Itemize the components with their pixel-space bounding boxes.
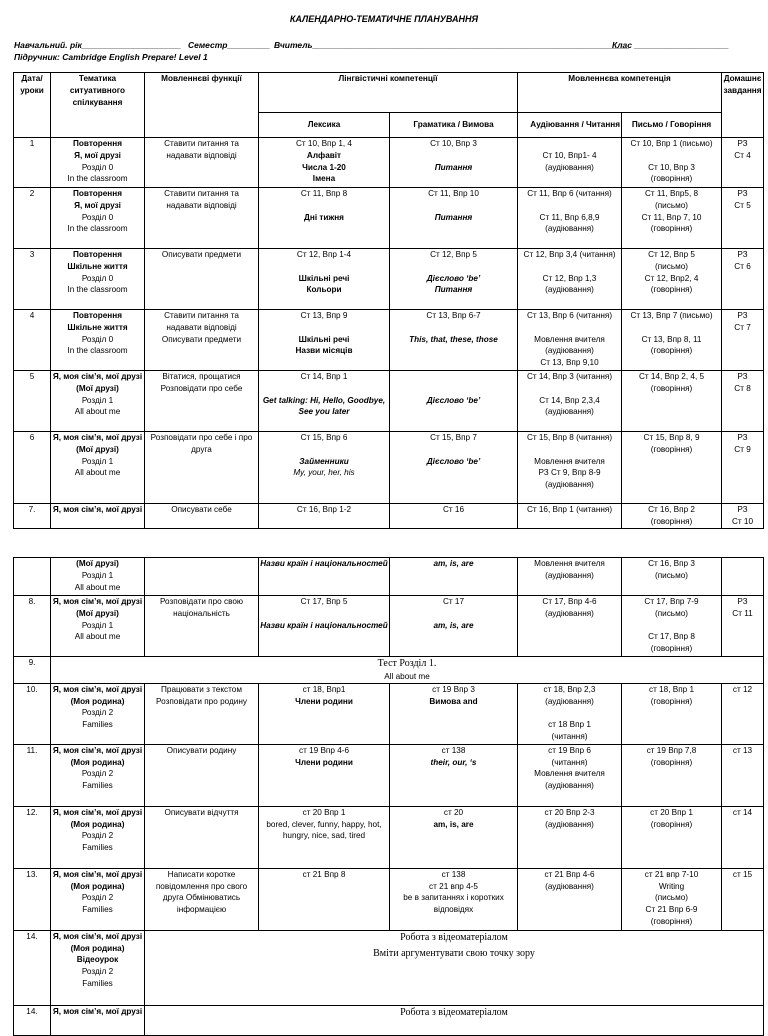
row-grammar: ст 138 their, our, ‘s xyxy=(390,744,518,806)
header-theme: Тематика ситуативного спілкування xyxy=(51,73,145,138)
row-homework: РЗ Ст 10 xyxy=(722,504,764,529)
class-field: Клас ____________________ xyxy=(612,40,729,50)
row-writing: ст 20 Впр 1 (говоріння) xyxy=(622,806,722,868)
table-row xyxy=(14,310,764,371)
table-row xyxy=(14,558,764,596)
row-functions: Розповідати про свою національність xyxy=(145,596,259,657)
row-lexis: Ст 13, Впр 9 Шкільні речі Назви місяців xyxy=(259,310,390,371)
row-listening: ст 20 Впр 2-3 (аудіювання) xyxy=(518,806,622,868)
row-writing: Ст 13, Впр 7 (письмо) Ст 13, Впр 8, 11 (говоріння) xyxy=(622,310,722,371)
row-writing: Ст 10, Впр 1 (письмо) Ст 10, Впр 3 (говоріння) xyxy=(622,138,722,188)
row-lexis: ст 18, Впр1 Члени родини xyxy=(259,683,390,744)
table-row xyxy=(14,371,764,432)
row-number: 14. xyxy=(14,1005,51,1035)
table-row xyxy=(14,683,764,744)
table-row xyxy=(14,138,764,188)
row-functions: Працювати з текстом Розповідати про родину xyxy=(145,683,259,744)
row-writing: ст 21 впр 7-10 Writing (письмо) Ст 21 Впр 6-9 (говоріння) xyxy=(622,868,722,930)
row-number: 3 xyxy=(14,249,51,310)
row-homework: ст 12 xyxy=(722,683,764,744)
row-grammar: Ст 17 am, is, are xyxy=(390,596,518,657)
row-theme: Я, моя сім’я, мої друзі xyxy=(51,1005,145,1035)
row-homework: РЗ Ст 7 xyxy=(722,310,764,371)
row-homework: РЗ Ст 5 xyxy=(722,188,764,249)
row-lexis: ст 21 Впр 8 xyxy=(259,868,390,930)
row-grammar: Ст 12, Впр 5 Дієслово ‘be’ Питання xyxy=(390,249,518,310)
row-listening: Ст 11, Впр 6 (читання) Ст 11, Впр 6,8,9 (аудіювання) xyxy=(518,188,622,249)
row-functions: Описувати відчуття xyxy=(145,806,259,868)
row-listening: Мовлення вчителя (аудіювання) xyxy=(518,558,622,596)
video-lesson-cell: Робота з відеоматеріалом xyxy=(145,1005,764,1035)
row-writing: ст 19 Впр 7,8 (говоріння) xyxy=(622,744,722,806)
row-grammar: Ст 13, Впр 6-7 This, that, these, those xyxy=(390,310,518,371)
row-homework: ст 13 xyxy=(722,744,764,806)
row-theme: Я, моя сім’я, мої друзі (Моя родина) Розділ 2 Families xyxy=(51,806,145,868)
row-theme: Я, моя сім’я, мої друзі xyxy=(51,504,145,529)
row-homework: РЗ Ст 4 xyxy=(722,138,764,188)
row-number: 4 xyxy=(14,310,51,371)
row-functions: Ставити питання та надавати відповіді xyxy=(145,138,259,188)
row-number: 9. xyxy=(14,657,51,684)
row-grammar: Ст 15, Впр 7 Дієслово ‘be’ xyxy=(390,432,518,504)
row-theme: Я, моя сім’я, мої друзі (Моя родина) Розділ 2 Families xyxy=(51,868,145,930)
row-theme: Я, моя сім’я, мої друзі (Моя родина) Розділ 2 Families xyxy=(51,683,145,744)
header-functions: Мовленнєві функції xyxy=(145,73,259,138)
header-listening: Аудіювання / Читання xyxy=(518,113,622,138)
row-number: 8. xyxy=(14,596,51,657)
row-writing: Ст 11, Впр5, 8 (письмо) Ст 11, Впр 7, 10 (говоріння) xyxy=(622,188,722,249)
test-cell: Тест Розділ 1. All about me xyxy=(51,657,764,684)
row-theme: Повторення Шкільне життя Розділ 0 In the classroom xyxy=(51,249,145,310)
row-lexis: Ст 15, Впр 6 Займенники My, your, her, his xyxy=(259,432,390,504)
row-homework: ст 14 xyxy=(722,806,764,868)
row-number: 7. xyxy=(14,504,51,529)
header-linguistic: Лінгвістичні компетенції xyxy=(259,73,518,113)
document-title: КАЛЕНДАРНО-ТЕМАТИЧНЕ ПЛАНУВАННЯ xyxy=(289,14,479,24)
row-theme: (Мої друзі) Розділ 1 All about me xyxy=(51,558,145,596)
table-row xyxy=(14,432,764,504)
row-number xyxy=(14,558,51,596)
row-number: 10. xyxy=(14,683,51,744)
row-number: 5 xyxy=(14,371,51,432)
row-listening: Ст 15, Впр 8 (читання) Мовлення вчителя РЗ Ст 9, Впр 8-9 (аудіювання) xyxy=(518,432,622,504)
row-homework xyxy=(722,558,764,596)
header-speech: Мовленнєва компетенція xyxy=(518,73,722,113)
row-theme: Повторення Шкільне життя Розділ 0 In the classroom xyxy=(51,310,145,371)
table-row xyxy=(14,868,764,930)
row-listening: Ст 10, Впр1- 4 (аудіювання) xyxy=(518,138,622,188)
row-lexis: ст 19 Впр 4-6 Члени родини xyxy=(259,744,390,806)
row-number: 6 xyxy=(14,432,51,504)
row-lexis: Ст 10, Впр 1, 4 Алфавіт Числа 1-20 Імена xyxy=(259,138,390,188)
row-writing: Ст 16, Впр 3 (письмо) xyxy=(622,558,722,596)
table-row xyxy=(14,188,764,249)
row-listening: ст 18, Впр 2,3 (аудіювання) ст 18 Впр 1 (читання) xyxy=(518,683,622,744)
row-theme: Я, моя сім’я, мої друзі (Моя родина) Розділ 2 Families xyxy=(51,744,145,806)
header-homework: Домашнє завдання xyxy=(722,73,764,138)
row-homework: РЗ Ст 8 xyxy=(722,371,764,432)
video-lesson-cell: Робота з відеоматеріалом Вміти аргументувати свою точку зору xyxy=(145,930,764,1005)
row-theme: Я, моя сім’я, мої друзі (Моя родина) Відеоурок Розділ 2 Families xyxy=(51,930,145,1005)
row-listening: ст 21 Впр 4-6 (аудіювання) xyxy=(518,868,622,930)
row-listening: Ст 17, Впр 4-6 (аудіювання) xyxy=(518,596,622,657)
row-functions xyxy=(145,558,259,596)
row-lexis: Ст 12, Впр 1-4 Шкільні речі Кольори xyxy=(259,249,390,310)
row-theme: Повторення Я, мої друзі Розділ 0 In the classroom xyxy=(51,188,145,249)
row-writing: ст 18, Впр 1 (говоріння) xyxy=(622,683,722,744)
row-homework: РЗ Ст 9 xyxy=(722,432,764,504)
table-row xyxy=(14,596,764,657)
plan-table-page-2 xyxy=(13,557,764,1036)
row-number: 1 xyxy=(14,138,51,188)
row-listening: Ст 16, Впр 1 (читання) xyxy=(518,504,622,529)
header-date: Дата/ уроки xyxy=(14,73,51,138)
header-grammar: Граматика / Вимова xyxy=(390,113,518,138)
row-theme: Повторення Я, мої друзі Розділ 0 In the classroom xyxy=(51,138,145,188)
row-grammar: Ст 11, Впр 10 Питання xyxy=(390,188,518,249)
academic-year-field: Навчальний. рік_____________________ xyxy=(14,40,182,50)
row-theme: Я, моя сім’я, мої друзі (Мої друзі) Розділ 1 All about me xyxy=(51,596,145,657)
row-writing: Ст 14, Впр 2, 4, 5 (говоріння) xyxy=(622,371,722,432)
plan-table-page-1 xyxy=(13,72,764,529)
table-row xyxy=(14,249,764,310)
row-lexis: Ст 11, Впр 8 Дні тижня xyxy=(259,188,390,249)
row-functions: Описувати себе xyxy=(145,504,259,529)
row-lexis: Ст 17, Впр 5 Назви країн і національностей xyxy=(259,596,390,657)
table-row xyxy=(14,744,764,806)
row-listening: ст 19 Впр 6 (читання) Мовлення вчителя (аудіювання) xyxy=(518,744,622,806)
row-listening: Ст 12, Впр 3,4 (читання) Ст 12, Впр 1,3 (аудіювання) xyxy=(518,249,622,310)
row-functions: Ставити питання та надавати відповіді xyxy=(145,188,259,249)
row-writing: Ст 15, Впр 8, 9 (говоріння) xyxy=(622,432,722,504)
row-lexis: Ст 14, Впр 1 Get talking: Hi, Hello, Goodbye, See you later xyxy=(259,371,390,432)
row-lexis: ст 20 Впр 1 bored, clever, funny, happy, hot, hungry, nice, sad, tired xyxy=(259,806,390,868)
table-row xyxy=(14,657,764,684)
row-grammar: Дієслово ‘be’ xyxy=(390,371,518,432)
row-listening: Ст 14, Впр 3 (читання) Ст 14, Впр 2,3,4 (аудіювання) xyxy=(518,371,622,432)
row-lexis: Ст 16, Впр 1-2 xyxy=(259,504,390,529)
row-number: 12. xyxy=(14,806,51,868)
row-homework: ст 15 xyxy=(722,868,764,930)
row-grammar: Ст 10, Впр 3 Питання xyxy=(390,138,518,188)
table-row xyxy=(14,806,764,868)
row-writing: Ст 17, Впр 7-9 (письмо) Ст 17, Впр 8 (говоріння) xyxy=(622,596,722,657)
row-number: 2 xyxy=(14,188,51,249)
row-functions: Описувати предмети xyxy=(145,249,259,310)
row-number: 14. xyxy=(14,930,51,1005)
row-functions: Написати коротке повідомлення про свого друга Обмінюватись інформацією xyxy=(145,868,259,930)
header-writing: Письмо / Говоріння xyxy=(622,113,722,138)
semester-field: Семестр_________ xyxy=(188,40,271,50)
textbook-line: Підручник: Cambridge English Prepare! Level 1 xyxy=(14,52,208,62)
table-row xyxy=(14,1005,764,1035)
row-theme: Я, моя сім’я, мої друзі (Мої друзі) Розділ 1 All about me xyxy=(51,371,145,432)
row-functions: Вітатися, прощатися Розповідати про себе xyxy=(145,371,259,432)
row-listening: Ст 13, Впр 6 (читання) Мовлення вчителя (аудіювання) Ст 13, Впр 9,10 xyxy=(518,310,622,371)
table-row xyxy=(14,504,764,529)
row-functions: Розповідати про себе і про друга xyxy=(145,432,259,504)
teacher-field: Вчитель___________________________________________________________________ xyxy=(274,40,630,50)
table-row xyxy=(14,930,764,1005)
header-lexis: Лексика xyxy=(259,113,390,138)
row-number: 11. xyxy=(14,744,51,806)
row-writing: Ст 16, Впр 2 (говоріння) xyxy=(622,504,722,529)
row-theme: Я, моя сім’я, мої друзі (Мої друзі) Розділ 1 All about me xyxy=(51,432,145,504)
row-functions: Описувати родину xyxy=(145,744,259,806)
row-grammar: ст 19 Впр 3 Вимова and xyxy=(390,683,518,744)
row-grammar: am, is, are xyxy=(390,558,518,596)
row-homework: РЗ Ст 11 xyxy=(722,596,764,657)
row-lexis: Назви країн і національностей xyxy=(259,558,390,596)
row-grammar: Ст 16 xyxy=(390,504,518,529)
row-writing: Ст 12, Впр 5 (письмо) Ст 12, Впр2, 4 (говоріння) xyxy=(622,249,722,310)
row-grammar: ст 138 ст 21 впр 4-5 be в запитаннях і коротких відповідях xyxy=(390,868,518,930)
row-number: 13. xyxy=(14,868,51,930)
row-functions: Ставити питання та надавати відповіді Описувати предмети xyxy=(145,310,259,371)
row-homework: РЗ Ст 6 xyxy=(722,249,764,310)
row-grammar: ст 20 am, is, are xyxy=(390,806,518,868)
